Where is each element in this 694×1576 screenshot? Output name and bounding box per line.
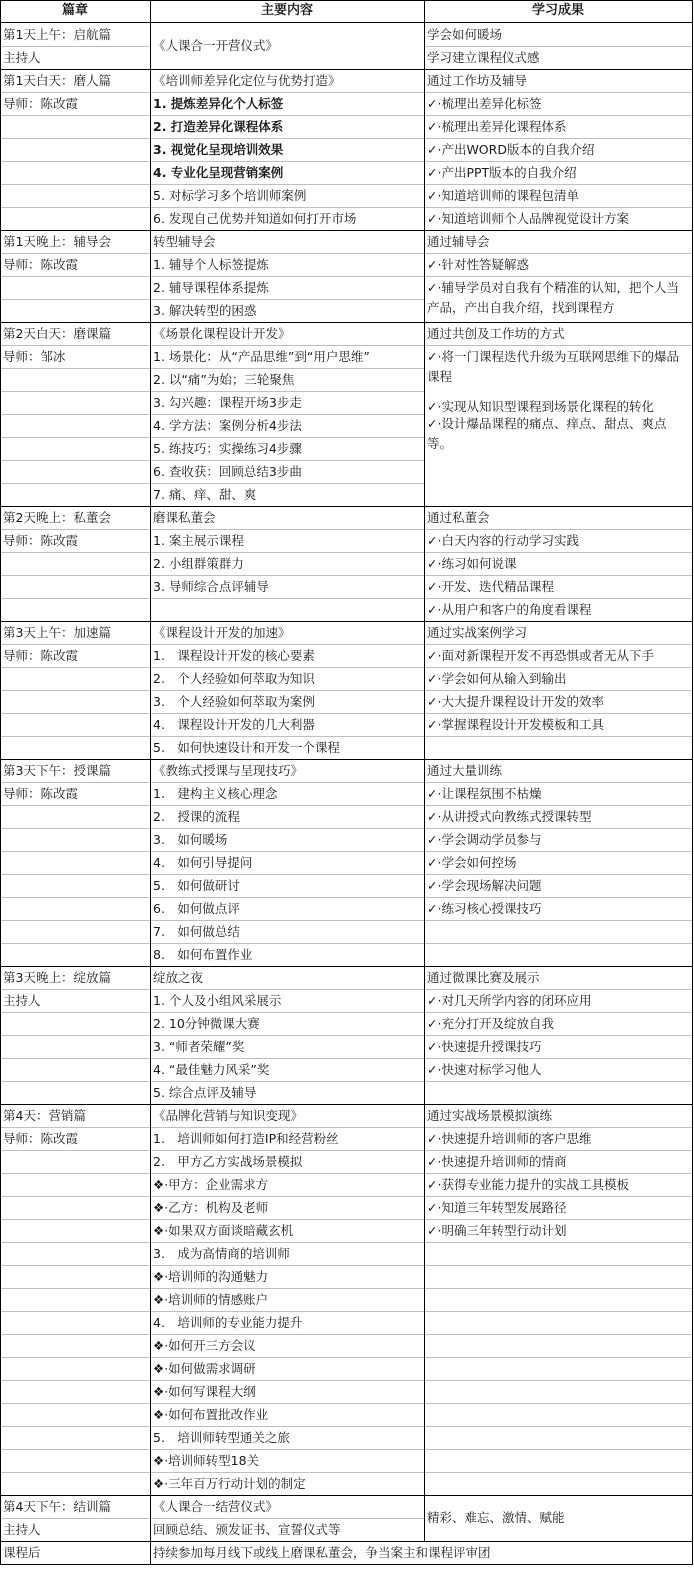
outcome-cell: ✓·将一门课程迭代升级为互联网思维下的爆品课程 <box>427 349 679 384</box>
cell-divider <box>424 1288 692 1289</box>
content-cell: 4. “最佳魅力风采”奖 <box>153 1062 270 1077</box>
content-cell: 3. “师者荣耀”奖 <box>153 1039 245 1054</box>
cell-divider <box>0 1173 150 1174</box>
outcome-cell: ✓·掌握课程设计开发模板和工具 <box>427 717 604 732</box>
content-cell: 1. 培训师如何打造IP和经营粉丝 <box>153 1131 339 1146</box>
cell-divider <box>0 575 150 576</box>
outcome-cell: ✓·明确三年转型行动计划 <box>427 1223 567 1238</box>
section-cell: 第2天晚上：私董会 <box>3 510 111 525</box>
content-cell: 《教练式授课与呈现技巧》 <box>153 763 304 778</box>
section-cell: 第3天晚上：绽放篇 <box>3 970 111 985</box>
content-cell: 3. 导师综合点评辅导 <box>153 579 269 594</box>
content-cell: 1. 个人及小组风采展示 <box>153 993 282 1008</box>
cell-divider <box>0 667 150 668</box>
content-cell: 《培训师差异化定位与优势打造》 <box>153 73 341 88</box>
section-cell: 第4天：营销篇 <box>3 1108 86 1123</box>
content-cell: 1. 场景化：从“产品思维”到“用户思维” <box>153 349 370 364</box>
content-cell: ❖·如何做需求调研 <box>153 1361 256 1376</box>
cell-divider <box>424 920 692 921</box>
cell-divider <box>0 1357 150 1358</box>
cell-divider <box>0 299 150 300</box>
outcome-cell: ✓·知道培训师的课程包清单 <box>427 188 579 203</box>
column-divider <box>692 0 693 1565</box>
cell-divider <box>0 368 150 369</box>
cell-divider <box>0 1219 150 1220</box>
content-cell: 绽放之夜 <box>153 970 204 985</box>
outcome-cell: ✓·从用户和客户的角度看课程 <box>427 602 592 617</box>
section-cell: 导师：陈改霞 <box>3 648 79 663</box>
cell-divider <box>0 805 150 806</box>
cell-divider <box>0 1472 150 1473</box>
cell-divider <box>0 483 150 484</box>
cell-divider <box>0 161 150 162</box>
cell-divider <box>0 920 150 921</box>
content-cell: ❖·如果双方面谈暗藏玄机 <box>153 1223 294 1238</box>
outcome-cell: ✓·面对新课程开发不再恐惧或者无从下手 <box>427 648 654 663</box>
content-cell: ❖·如何写课程大纲 <box>153 1384 256 1399</box>
content-cell: 2. 授课的流程 <box>153 809 240 824</box>
content-cell: 5. 练技巧：实操练习4步骤 <box>153 441 302 456</box>
outcome-cell: 通过共创及工作坊的方式 <box>427 326 565 341</box>
section-cell: 第3天上午：加速篇 <box>3 625 111 640</box>
content-cell: 2. 个人经验如何萃取为知识 <box>153 671 315 686</box>
content-cell: 5. 综合点评及辅导 <box>153 1085 257 1100</box>
cell-divider <box>424 943 692 944</box>
content-cell: 4. 学方法：案例分析4步法 <box>153 418 302 433</box>
outcome-cell: 精彩、难忘、激情、赋能 <box>427 1510 565 1525</box>
outcome-cell: ✓·辅导学员对自我有个精准的认知，把个人当产品，产出自我介绍，找到课程方 <box>427 280 679 315</box>
content-cell: 2. 辅导课程体系提炼 <box>153 280 269 295</box>
cell-divider <box>424 1334 692 1335</box>
content-cell: 6. 如何做点评 <box>153 901 240 916</box>
outcome-cell: ✓·针对性答疑解惑 <box>427 257 529 272</box>
section-cell: 导师：陈改霞 <box>3 257 79 272</box>
cell-divider <box>0 1334 150 1335</box>
outcome-cell: 通过私董会 <box>427 510 490 525</box>
cell-divider <box>424 1081 692 1082</box>
cell-divider <box>0 1288 150 1289</box>
table-bottom-border <box>0 1564 692 1565</box>
cell-divider <box>0 828 150 829</box>
cell-divider <box>0 713 150 714</box>
content-cell: 5. 如何做研讨 <box>153 878 240 893</box>
column-header: 学习成果 <box>531 3 584 18</box>
content-cell: 1. 辅导个人标签提炼 <box>153 257 269 272</box>
content-cell: 2. 甲方乙方实战场景模拟 <box>153 1154 303 1169</box>
content-cell: ❖·培训师转型18关 <box>153 1453 260 1468</box>
cell-divider <box>0 1035 150 1036</box>
outcome-cell: 通过工作坊及辅导 <box>427 73 528 88</box>
content-cell: 5. 对标学习多个培训师案例 <box>153 188 307 203</box>
content-cell: 《人课合一开营仪式》 <box>153 38 279 53</box>
content-cell: 《课程设计开发的加速》 <box>153 625 291 640</box>
outcome-cell: ✓·实现从知识型课程到场景化课程的转化 <box>427 399 654 414</box>
cell-divider <box>0 1150 150 1151</box>
cell-divider <box>0 897 150 898</box>
content-cell: 8. 如何布置作业 <box>153 947 253 962</box>
cell-divider <box>0 1196 150 1197</box>
cell-divider <box>0 1242 150 1243</box>
cell-divider <box>0 598 150 599</box>
cell-divider <box>0 460 150 461</box>
outcome-cell: 学会如何暖场 <box>427 27 503 42</box>
cell-divider <box>424 1311 692 1312</box>
content-cell: 转型辅导会 <box>153 234 216 249</box>
column-header: 主要内容 <box>260 3 313 18</box>
section-cell: 导师：陈改霞 <box>3 786 79 801</box>
outcome-cell: ✓·练习核心授课技巧 <box>427 901 542 916</box>
outcome-cell: ✓·学会现场解决问题 <box>427 878 542 893</box>
cell-divider <box>424 736 692 737</box>
cell-divider <box>0 1012 150 1013</box>
content-cell: 4. 如何引导提问 <box>153 855 253 870</box>
outcome-cell: ✓·快速提升授课技巧 <box>427 1039 542 1054</box>
content-cell: 3. 个人经验如何萃取为案例 <box>153 694 315 709</box>
outcome-cell: ✓·大大提升课程设计开发的效率 <box>427 694 604 709</box>
content-cell: ❖·三年百万行动计划的制定 <box>153 1476 306 1491</box>
content-cell: 《场景化课程设计开发》 <box>153 326 291 341</box>
column-divider <box>150 0 151 1565</box>
cell-divider <box>0 437 150 438</box>
content-cell: 3. 如何暖场 <box>153 832 228 847</box>
cell-divider <box>0 690 150 691</box>
cell-divider <box>424 276 692 277</box>
outcome-cell: ✓·练习如何说课 <box>427 556 517 571</box>
outcome-cell: ✓·学会调动学员参与 <box>427 832 542 847</box>
section-cell: 导师：陈改霞 <box>3 533 79 548</box>
content-cell: 2. 小组群策群力 <box>153 556 244 571</box>
section-cell: 导师：邹冰 <box>3 349 66 364</box>
cell-divider <box>0 1058 150 1059</box>
content-cell: 回顾总结、颁发证书、宣誓仪式等 <box>153 1522 341 1537</box>
outcome-cell: ✓·获得专业能力提升的实战工具模板 <box>427 1177 629 1192</box>
outcome-cell: ✓·让课程氛围不枯燥 <box>427 786 542 801</box>
outcome-cell: ✓·从讲授式向教练式授课转型 <box>427 809 592 824</box>
cell-divider <box>0 391 150 392</box>
column-divider <box>0 0 1 1565</box>
outcome-cell: ✓·开发、迭代精品课程 <box>427 579 554 594</box>
content-cell: 4. 课程设计开发的几大利器 <box>153 717 315 732</box>
cell-divider <box>0 115 150 116</box>
content-cell: 3. 成为高情商的培训师 <box>153 1246 290 1261</box>
outcome-cell: ✓·梳理出差异化标签 <box>427 96 542 111</box>
content-cell: 持续参加每月线下或线上磨课私董会，争当案主和课程评审团 <box>153 1545 491 1560</box>
content-cell: 《品牌化营销与知识变现》 <box>153 1108 304 1123</box>
content-cell: 1. 提炼差异化个人标签 <box>153 96 284 111</box>
cell-divider <box>424 345 692 346</box>
section-cell: 主持人 <box>3 1522 41 1537</box>
content-cell: ❖·如何布置批改作业 <box>153 1407 269 1422</box>
outcome-cell: ✓·设计爆品课程的痛点、痒点、甜点、爽点等。 <box>427 416 667 451</box>
outcome-cell: ✓·快速提升培训师的情商 <box>427 1154 567 1169</box>
section-cell: 第1天上午：启航篇 <box>3 27 111 42</box>
outcome-cell: ✓·学会如何控场 <box>427 855 517 870</box>
cell-divider <box>0 874 150 875</box>
outcome-cell: ✓·知道培训师个人品牌视觉设计方案 <box>427 211 629 226</box>
outcome-cell: 通过微课比赛及展示 <box>427 970 540 985</box>
content-cell: ❖·培训师的沟通魅力 <box>153 1269 269 1284</box>
outcome-cell: ✓·快速提升培训师的客户思维 <box>427 1131 592 1146</box>
outcome-cell: ✓·知道三年转型发展路径 <box>427 1200 567 1215</box>
content-cell: 2. 10分钟微课大赛 <box>153 1016 260 1031</box>
content-cell: 7. 如何做总结 <box>153 924 240 939</box>
cell-divider <box>424 1380 692 1381</box>
cell-divider <box>0 736 150 737</box>
cell-divider <box>0 851 150 852</box>
content-cell: 2. 打造差异化课程体系 <box>153 119 284 134</box>
cell-divider <box>0 184 150 185</box>
outcome-cell: 学习建立课程仪式感 <box>427 50 540 65</box>
column-header: 篇章 <box>61 3 88 18</box>
section-cell: 主持人 <box>3 50 41 65</box>
outcome-cell: ✓·快速对标学习他人 <box>427 1062 542 1077</box>
content-cell: 7. 痛、痒、甜、爽 <box>153 487 257 502</box>
content-cell: 5. 培训师转型通关之旅 <box>153 1430 290 1445</box>
content-cell: 2. 以“痛”为始；三轮聚焦 <box>153 372 295 387</box>
content-cell: 磨课私董会 <box>153 510 216 525</box>
column-divider <box>424 0 425 1541</box>
content-cell: 1. 课程设计开发的核心要素 <box>153 648 315 663</box>
content-cell: 6. 发现自己优势并知道如何打开市场 <box>153 211 357 226</box>
cell-divider <box>0 552 150 553</box>
content-cell: ❖·如何开三方会议 <box>153 1338 256 1353</box>
outcome-cell: ✓·梳理出差异化课程体系 <box>427 119 567 134</box>
cell-divider <box>150 598 424 599</box>
section-cell: 第1天晚上：辅导会 <box>3 234 111 249</box>
cell-divider <box>0 1265 150 1266</box>
content-cell: 6. 查收获：回顾总结3步曲 <box>153 464 302 479</box>
outcome-cell: ✓·对几天所学内容的闭环应用 <box>427 993 592 1008</box>
content-cell: 4. 专业化呈现营销案例 <box>153 165 284 180</box>
content-cell: 3. 视觉化呈现培训效果 <box>153 142 284 157</box>
content-cell: 4. 培训师的专业能力提升 <box>153 1315 303 1330</box>
cell-divider <box>0 138 150 139</box>
content-cell: 3. 勾兴趣：课程开场3步走 <box>153 395 302 410</box>
content-cell: 《人课合一结营仪式》 <box>153 1499 279 1514</box>
cell-divider <box>0 1311 150 1312</box>
outcome-cell: ✓·学会如何从输入到输出 <box>427 671 567 686</box>
content-cell: 5. 如何快速设计和开发一个课程 <box>153 740 340 755</box>
content-cell: 1. 案主展示课程 <box>153 533 244 548</box>
cell-divider <box>424 1357 692 1358</box>
outcome-cell: ✓·产出WORD版本的自我介绍 <box>427 142 595 157</box>
outcome-cell: ✓·白天内容的行动学习实践 <box>427 533 579 548</box>
content-cell: ❖·培训师的情感账户 <box>153 1292 269 1307</box>
content-cell: ❖·甲方：企业需求方 <box>153 1177 269 1192</box>
section-cell: 第2天白天：磨课篇 <box>3 326 111 341</box>
cell-divider <box>424 1242 692 1243</box>
outcome-cell: 通过实战案例学习 <box>427 625 528 640</box>
outcome-cell: ✓·充分打开及绽放自我 <box>427 1016 554 1031</box>
cell-divider <box>424 1265 692 1266</box>
cell-divider <box>0 1426 150 1427</box>
cell-divider <box>0 1081 150 1082</box>
cell-divider <box>0 207 150 208</box>
cell-divider <box>0 276 150 277</box>
section-cell: 主持人 <box>3 993 41 1008</box>
outcome-cell: 通过实战场景模拟演练 <box>427 1108 553 1123</box>
cell-divider <box>0 1449 150 1450</box>
cell-divider <box>424 1403 692 1404</box>
outcome-cell: ✓·产出PPT版本的自我介绍 <box>427 165 577 180</box>
outcome-cell: 通过大量训练 <box>427 763 503 778</box>
cell-divider <box>0 1403 150 1404</box>
section-cell: 导师：陈改霞 <box>3 1131 79 1146</box>
section-cell: 课程后 <box>3 1545 41 1560</box>
content-cell: ❖·乙方：机构及老师 <box>153 1200 269 1215</box>
cell-divider <box>0 943 150 944</box>
content-cell: 3. 解决转型的困惑 <box>153 303 257 318</box>
section-cell: 导师：陈改霞 <box>3 96 79 111</box>
content-cell: 1. 建构主义核心理念 <box>153 786 278 801</box>
section-cell: 第3天下午：授课篇 <box>3 763 111 778</box>
cell-divider <box>0 414 150 415</box>
section-cell: 第4天下午：结训篇 <box>3 1499 111 1514</box>
cell-divider <box>0 1380 150 1381</box>
cell-divider <box>424 1449 692 1450</box>
outcome-cell: 通过辅导会 <box>427 234 490 249</box>
cell-divider <box>424 1472 692 1473</box>
section-cell: 第1天白天：磨人篇 <box>3 73 111 88</box>
cell-divider <box>424 1426 692 1427</box>
